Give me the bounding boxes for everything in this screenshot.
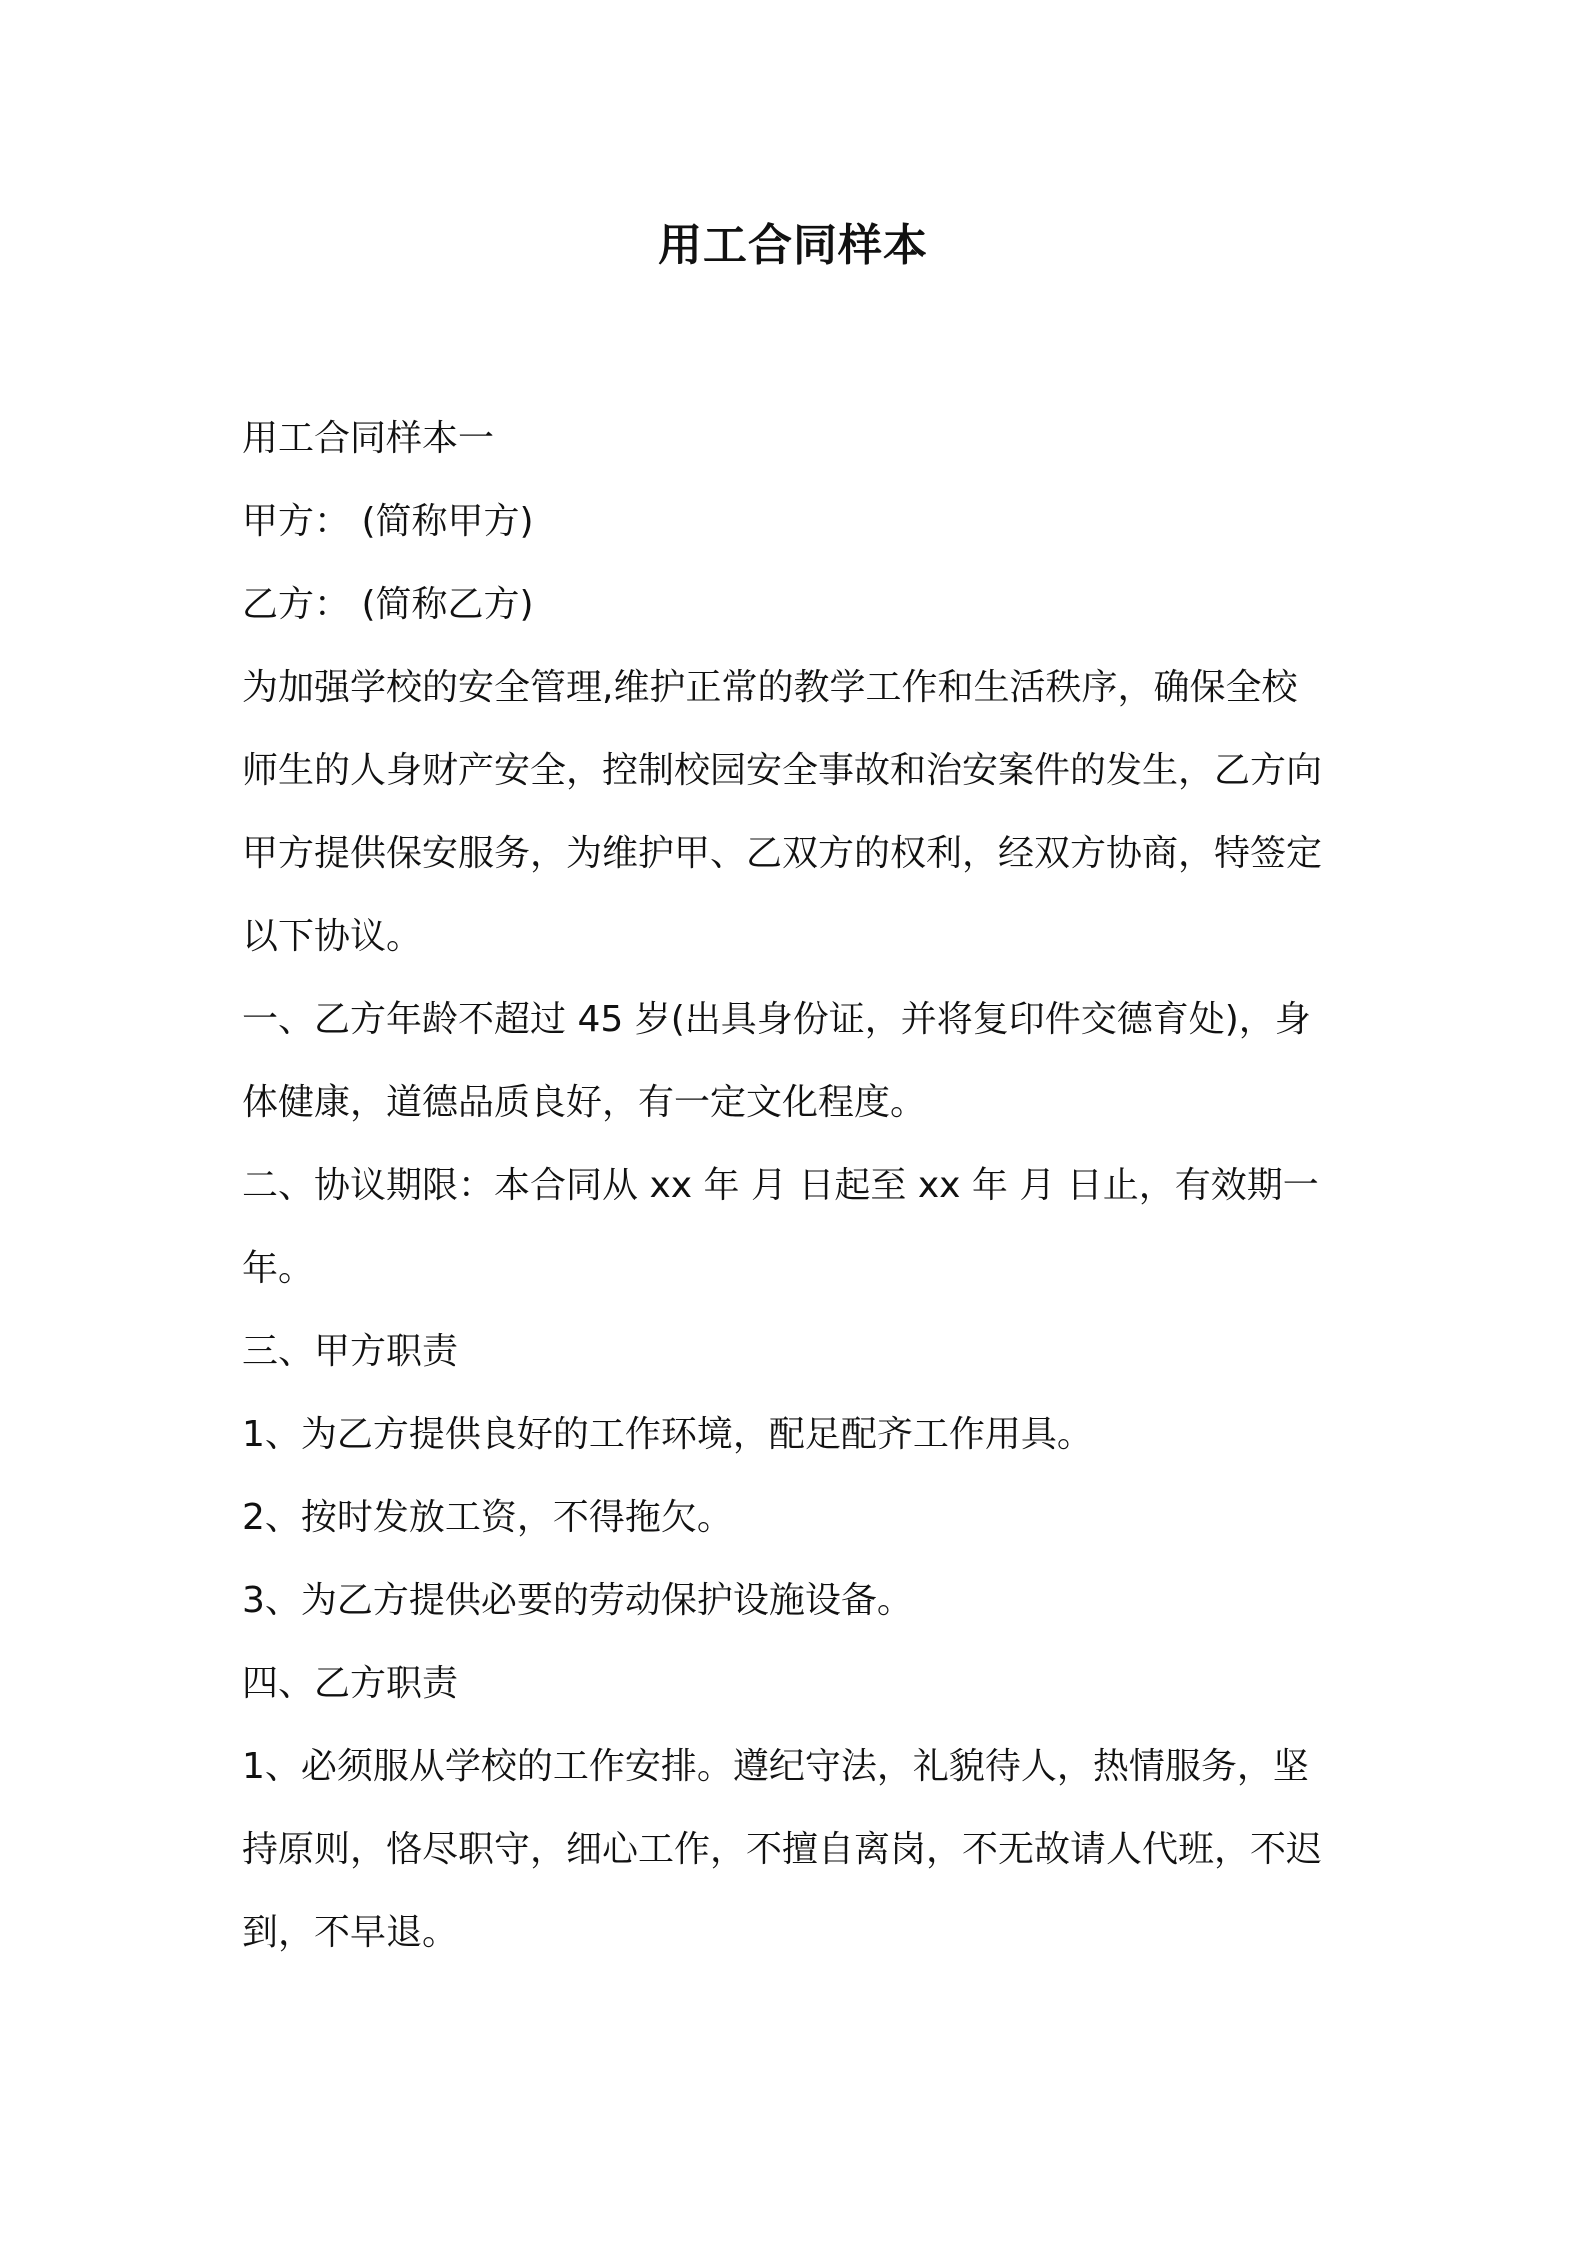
document-title: 用工合同样本 <box>658 220 928 271</box>
clause-heading: 三、甲方职责 <box>242 1331 459 1372</box>
clause-item: 1、必须服从学校的工作安排。遵纪守法，礼貌待人，热情服务，坚 <box>242 1746 1309 1787</box>
party-a-line: 甲方： (简称甲方) <box>242 501 534 542</box>
preamble-line: 以下协议。 <box>242 916 423 957</box>
clause-line: 年。 <box>242 1248 315 1289</box>
clause-item: 2、按时发放工资，不得拖欠。 <box>242 1497 733 1538</box>
clause-line: 二、协议期限：本合同从 xx 年 月 日起至 xx 年 月 日止，有效期一 <box>242 1165 1319 1206</box>
clause-line: 一、乙方年龄不超过 45 岁(出具身份证，并将复印件交德育处)，身 <box>242 999 1311 1040</box>
document-body <box>242 397 1356 1974</box>
section-heading: 用工合同样本一 <box>242 418 495 459</box>
clause-item: 到，不早退。 <box>242 1912 459 1953</box>
preamble-line: 师生的人身财产安全，控制校园安全事故和治安案件的发生，乙方向 <box>242 750 1323 791</box>
clause-heading: 四、乙方职责 <box>242 1663 459 1704</box>
clause-line: 体健康，道德品质良好，有一定文化程度。 <box>242 1082 927 1123</box>
preamble-line: 为加强学校的安全管理,维护正常的教学工作和生活秩序，确保全校 <box>242 667 1298 708</box>
clause-item: 3、为乙方提供必要的劳动保护设施设备。 <box>242 1580 913 1621</box>
party-b-line: 乙方： (简称乙方) <box>242 584 534 625</box>
clause-item: 持原则，恪尽职守，细心工作，不擅自离岗，不无故请人代班，不迟 <box>242 1829 1323 1870</box>
preamble-line: 甲方提供保安服务，为维护甲、乙双方的权利，经双方协商，特签定 <box>242 833 1323 874</box>
clause-item: 1、为乙方提供良好的工作环境，配足配齐工作用具。 <box>242 1414 1093 1455</box>
